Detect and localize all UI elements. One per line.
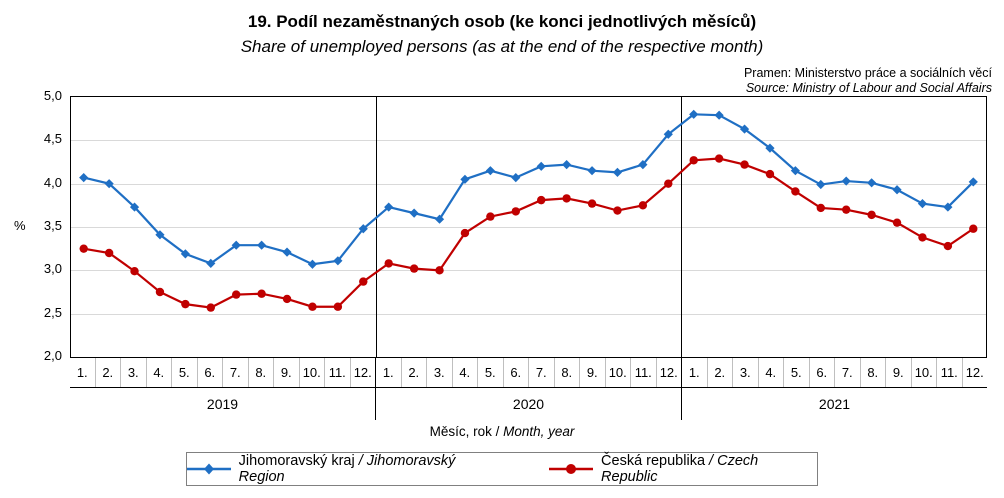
x-tick-label: 2. xyxy=(708,358,734,387)
data-point-marker xyxy=(512,207,520,215)
y-tick-label: 3,0 xyxy=(43,261,62,277)
x-year-label: 2021 xyxy=(818,396,851,412)
x-tick-label: 11. xyxy=(325,358,351,387)
data-point-marker xyxy=(80,244,88,252)
x-tick-label: 8. xyxy=(555,358,581,387)
data-point-marker xyxy=(918,233,926,241)
data-point-marker xyxy=(334,303,342,311)
series-line xyxy=(84,114,974,264)
x-tick-label: 11. xyxy=(937,358,963,387)
data-point-marker xyxy=(944,242,952,250)
x-axis-caption xyxy=(0,424,1004,439)
data-point-marker xyxy=(893,218,901,226)
x-tick-label: 8. xyxy=(249,358,275,387)
legend-item-jihomoravsky[interactable] xyxy=(187,453,503,485)
y-tick-label: 2,5 xyxy=(43,304,62,320)
data-point-marker xyxy=(232,290,240,298)
x-axis-month-labels xyxy=(70,358,987,388)
data-point-marker xyxy=(385,259,393,267)
x-axis-caption-en: Month, year xyxy=(503,424,575,439)
legend-marker-circle-icon xyxy=(549,462,593,476)
x-tick-label: 1. xyxy=(682,358,708,387)
data-point-marker xyxy=(283,295,291,303)
plot-area xyxy=(70,96,987,358)
x-tick-label: 7. xyxy=(835,358,861,387)
data-point-marker xyxy=(461,229,469,237)
data-point-marker xyxy=(308,260,317,269)
legend-marker-diamond-icon xyxy=(187,462,231,476)
x-tick-label: 12. xyxy=(351,358,377,387)
x-tick-label: 8. xyxy=(861,358,887,387)
data-point-marker xyxy=(791,187,799,195)
legend-label-jihomoravsky: Jihomoravský kraj / Jihomoravský Region xyxy=(238,453,456,485)
data-point-marker xyxy=(842,176,851,185)
x-tick-label: 10. xyxy=(606,358,632,387)
data-point-marker xyxy=(511,173,520,182)
x-tick-label: 9. xyxy=(580,358,606,387)
x-tick-label: 4. xyxy=(147,358,173,387)
x-axis-year-labels xyxy=(70,388,987,420)
x-tick-label: 5. xyxy=(172,358,198,387)
x-tick-label: 10. xyxy=(912,358,938,387)
data-point-marker xyxy=(587,166,596,175)
x-tick-label: 10. xyxy=(300,358,326,387)
x-tick-label: 6. xyxy=(810,358,836,387)
x-tick-label: 5. xyxy=(784,358,810,387)
data-point-marker xyxy=(867,178,876,187)
data-point-marker xyxy=(562,194,570,202)
x-tick-label: 5. xyxy=(478,358,504,387)
data-point-marker xyxy=(257,290,265,298)
data-point-marker xyxy=(308,303,316,311)
x-tick-label: 7. xyxy=(529,358,555,387)
data-point-marker xyxy=(410,209,419,218)
data-point-marker xyxy=(282,248,291,257)
data-point-marker xyxy=(664,179,672,187)
y-tick-label: 3,5 xyxy=(43,218,62,233)
x-tick-label: 6. xyxy=(198,358,224,387)
data-point-marker xyxy=(613,206,621,214)
x-tick-label: 3. xyxy=(427,358,453,387)
y-axis-label: % xyxy=(14,218,26,233)
x-tick-label: 3. xyxy=(733,358,759,387)
x-tick-label: 2. xyxy=(96,358,122,387)
x-tick-label: 4. xyxy=(759,358,785,387)
x-tick-label: 9. xyxy=(274,358,300,387)
data-point-marker xyxy=(715,111,724,120)
y-tick-label: 4,5 xyxy=(43,131,62,147)
x-tick-label: 11. xyxy=(631,358,657,387)
source-line-en: Source: Ministry of Labour and Social Affairs xyxy=(745,81,992,95)
data-point-marker xyxy=(588,199,596,207)
x-tick-label: 2. xyxy=(402,358,428,387)
y-tick-label: 2,0 xyxy=(43,348,62,363)
data-point-marker xyxy=(766,170,774,178)
data-point-marker xyxy=(410,264,418,272)
y-tick-label: 4,0 xyxy=(43,174,62,190)
x-tick-label: 12. xyxy=(657,358,683,387)
x-tick-label: 6. xyxy=(504,358,530,387)
chart-legend xyxy=(186,452,818,486)
x-tick-label: 12. xyxy=(965,365,984,380)
data-point-marker xyxy=(130,267,138,275)
data-point-marker xyxy=(207,303,215,311)
x-year-label: 2020 xyxy=(376,388,682,420)
x-tick-label: 7. xyxy=(223,358,249,387)
data-point-marker xyxy=(740,160,748,168)
data-point-marker xyxy=(257,241,266,250)
page-subtitle: Share of unemployed persons (as at the end of the respective month) xyxy=(240,37,764,56)
data-point-marker xyxy=(486,166,495,175)
data-point-marker xyxy=(639,201,647,209)
data-point-marker xyxy=(715,154,723,162)
x-tick-label: 3. xyxy=(121,358,147,387)
data-point-marker xyxy=(435,266,443,274)
source-line-cs: Pramen: Ministerstvo práce a sociálních věcí xyxy=(743,66,992,80)
data-point-marker xyxy=(613,168,622,177)
data-point-marker xyxy=(562,160,571,169)
data-point-marker xyxy=(181,300,189,308)
data-point-marker xyxy=(816,180,825,189)
page-title: 19. Podíl nezaměstnaných osob (ke konci jednotlivých měsíců) xyxy=(247,12,757,31)
legend-label-ceska-republika: Česká republika / Czech Republic xyxy=(601,453,759,485)
x-axis-caption-cs: Měsíc, rok / xyxy=(429,424,500,439)
data-point-marker xyxy=(359,277,367,285)
data-point-marker xyxy=(892,185,901,194)
data-point-marker xyxy=(486,212,494,220)
data-point-marker xyxy=(842,205,850,213)
x-tick-label: 1. xyxy=(376,358,402,387)
y-tick-label: 5,0 xyxy=(43,88,62,103)
legend-item-ceska-republika[interactable] xyxy=(549,453,817,485)
data-point-marker xyxy=(537,196,545,204)
x-tick-label: 9. xyxy=(886,358,912,387)
data-point-marker xyxy=(156,288,164,296)
x-tick-label: 1. xyxy=(70,358,96,387)
x-year-label: 2019 xyxy=(70,388,376,420)
data-point-marker xyxy=(918,199,927,208)
data-point-marker xyxy=(537,162,546,171)
data-point-marker xyxy=(867,211,875,219)
x-tick-label: 4. xyxy=(453,358,479,387)
data-point-marker xyxy=(817,204,825,212)
data-point-marker xyxy=(969,225,977,233)
series-lines xyxy=(71,97,986,357)
data-point-marker xyxy=(79,173,88,182)
data-point-marker xyxy=(690,156,698,164)
data-point-marker xyxy=(105,249,113,257)
